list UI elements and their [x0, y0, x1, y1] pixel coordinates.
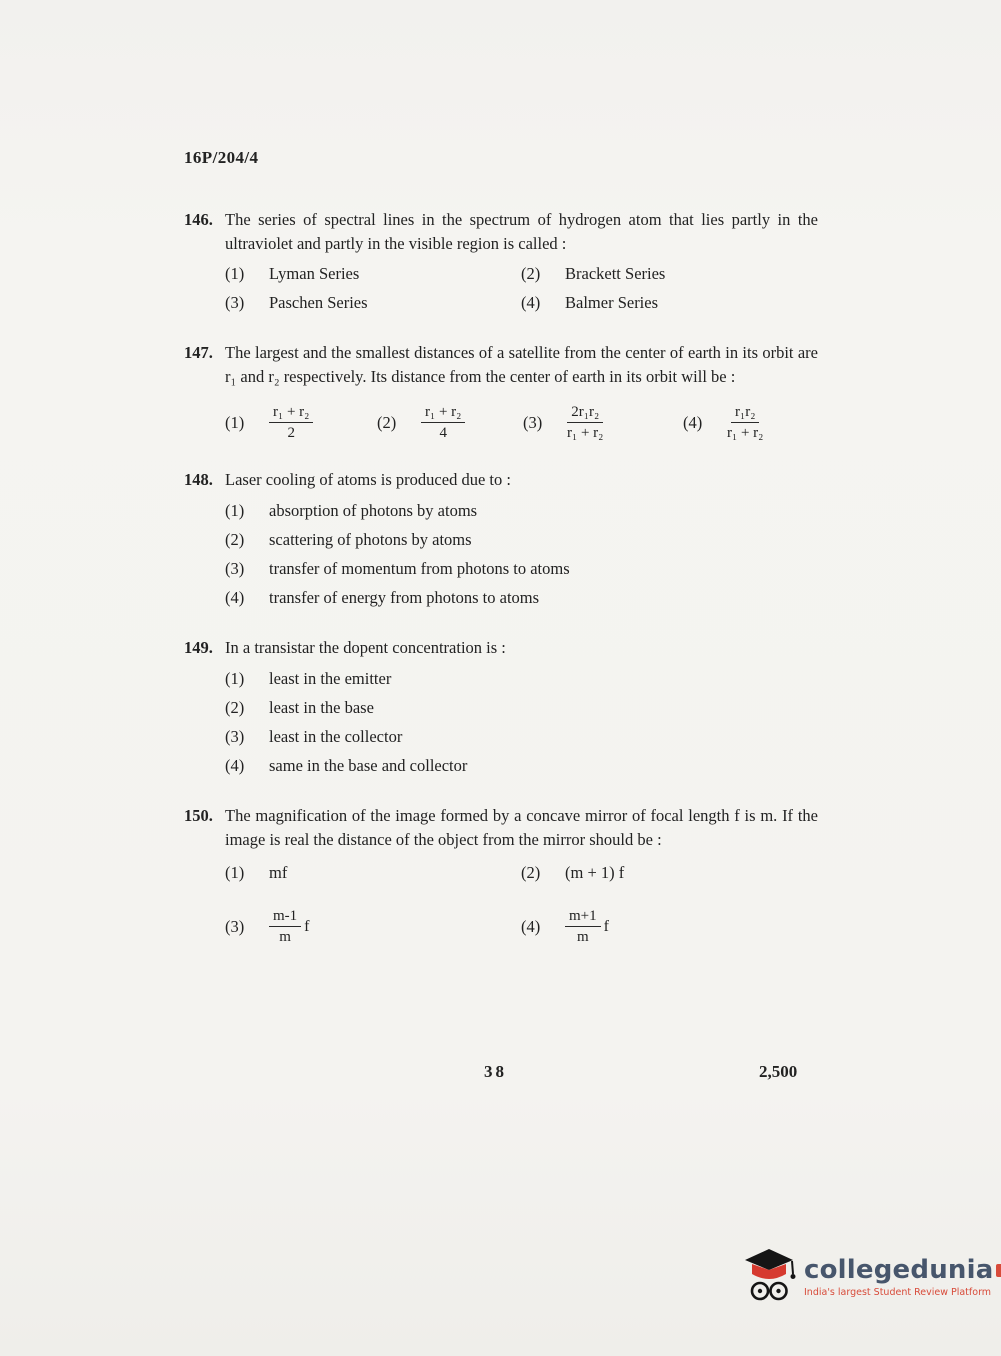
option-3: [225, 907, 521, 946]
option-text: same in the base and collector: [269, 756, 468, 775]
question-head: [184, 636, 818, 660]
fraction: [269, 403, 313, 442]
fraction-numerator: r₁r₂: [731, 403, 759, 423]
option-label: (3): [225, 293, 245, 312]
option-4: [225, 585, 818, 610]
fraction: [727, 403, 763, 442]
option-label: (3): [523, 413, 543, 432]
option-label: (2): [225, 530, 245, 549]
fraction: [567, 403, 603, 442]
option-3: [225, 724, 818, 749]
option-1: [225, 498, 818, 523]
question-number: 150.: [184, 806, 213, 825]
option-text: scattering of photons by atoms: [269, 530, 472, 549]
option-3: [225, 556, 818, 581]
fraction-numerator: 2r₁r₂: [567, 403, 603, 423]
option-text: least in the emitter: [269, 669, 392, 688]
fraction-suffix: f: [603, 918, 609, 935]
option-2: [225, 527, 818, 552]
option-4: [521, 290, 818, 315]
option-label: (2): [377, 413, 397, 432]
option-label: (3): [225, 917, 245, 936]
option-label: (3): [225, 727, 245, 746]
print-count: 2,500: [759, 1062, 798, 1081]
question-text: In a transistar the dopent concentration is :: [225, 638, 506, 657]
option-text: Brackett Series: [565, 264, 666, 283]
option-2: [225, 695, 818, 720]
option-text: (m + 1) f: [565, 863, 625, 882]
option-label: (4): [521, 293, 541, 312]
page-number: 38: [484, 1062, 507, 1081]
option-label: (4): [225, 588, 245, 607]
option-text: Lyman Series: [269, 264, 360, 283]
question-text: The largest and the smallest distances of a satellite from the center of earth in its orbit are r₁ and r₂ respectively. Its distance from the center of earth in its orbit will be :: [225, 343, 818, 386]
option-label: (2): [521, 863, 541, 882]
question-number: 147.: [184, 343, 213, 362]
question-number: 146.: [184, 210, 213, 229]
fraction-denominator: 4: [439, 425, 447, 441]
option-text: Paschen Series: [269, 293, 368, 312]
fraction: [421, 403, 465, 442]
option-1: [225, 403, 377, 442]
option-label: (1): [225, 863, 245, 882]
option-label: (1): [225, 264, 245, 283]
option-text: absorption of photons by atoms: [269, 501, 478, 520]
options-group: [225, 403, 818, 442]
question-text: The series of spectral lines in the spectrum of hydrogen atom that lies partly in the ultraviolet and partly in the visible region is called :: [225, 210, 818, 253]
fraction-numerator: r₁ + r₂: [421, 403, 465, 423]
option-2: [377, 403, 523, 442]
option-4: [683, 403, 763, 442]
option-label: (1): [225, 669, 245, 688]
question-146: [184, 208, 818, 315]
page-footer: [184, 1062, 818, 1088]
logo-word-row: [804, 1257, 1001, 1283]
question-147: [184, 341, 818, 442]
option-label: (4): [521, 917, 541, 936]
options-group: [225, 261, 818, 315]
question-head: [184, 804, 818, 852]
question-text: The magnification of the image formed by a concave mirror of focal length f is m. If the image is real the distance of the object from the mirror should be :: [225, 806, 818, 849]
paper-code: 16P/204/4: [184, 148, 259, 167]
option-text: transfer of energy from photons to atoms: [269, 588, 540, 607]
question-head: [184, 468, 818, 492]
option-label: (1): [225, 413, 245, 432]
fraction: [565, 907, 601, 946]
questions-area: [184, 208, 818, 946]
option-3: [523, 403, 683, 442]
logo-bag-icon: [996, 1264, 1001, 1277]
fraction-numerator: m+1: [565, 907, 601, 927]
collegedunia-logo: [740, 1243, 1001, 1307]
fraction-denominator: m: [576, 929, 589, 945]
option-1: [225, 666, 818, 691]
fraction: [269, 907, 301, 946]
option-label: (4): [225, 756, 245, 775]
question-number: 149.: [184, 638, 213, 657]
option-label: (2): [225, 698, 245, 717]
option-label: (3): [225, 559, 245, 578]
question-head: [184, 341, 818, 389]
option-text: mf: [269, 863, 288, 882]
option-2: [521, 261, 818, 286]
options-group: [225, 498, 818, 610]
option-label: (1): [225, 501, 245, 520]
fraction-numerator: m-1: [269, 907, 301, 927]
option-1: [225, 860, 521, 885]
graduate-doodle-icon: [740, 1243, 798, 1307]
question-149: [184, 636, 818, 778]
options-group: [225, 860, 818, 946]
option-1: [225, 261, 521, 286]
question-150: [184, 804, 818, 946]
option-text: transfer of momentum from photons to atoms: [269, 559, 570, 578]
fraction-denominator: r₁ + r₂: [727, 425, 764, 441]
fraction-denominator: r₁ + r₂: [567, 425, 604, 441]
fraction-denominator: m: [279, 929, 291, 945]
options-group: [225, 666, 818, 778]
fraction-numerator: r₁ + r₂: [269, 403, 313, 423]
question-number: 148.: [184, 470, 213, 489]
option-text: least in the base: [269, 698, 374, 717]
fraction-suffix: f: [304, 918, 310, 935]
option-3: [225, 290, 521, 315]
option-4: [521, 907, 818, 946]
option-text: least in the collector: [269, 727, 403, 746]
question-text: Laser cooling of atoms is produced due to :: [225, 470, 511, 489]
fraction-denominator: 2: [287, 425, 295, 441]
option-label: (2): [521, 264, 541, 283]
option-4: [225, 753, 818, 778]
option-label: (4): [683, 413, 703, 432]
option-2: [521, 860, 818, 885]
question-head: [184, 208, 818, 256]
option-text: Balmer Series: [565, 293, 659, 312]
logo-tagline: India's largest Student Review Platform: [804, 1287, 992, 1298]
logo-wordmark: collegedunia: [804, 1255, 994, 1285]
logo-text-block: [804, 1243, 1001, 1298]
question-148: [184, 468, 818, 610]
